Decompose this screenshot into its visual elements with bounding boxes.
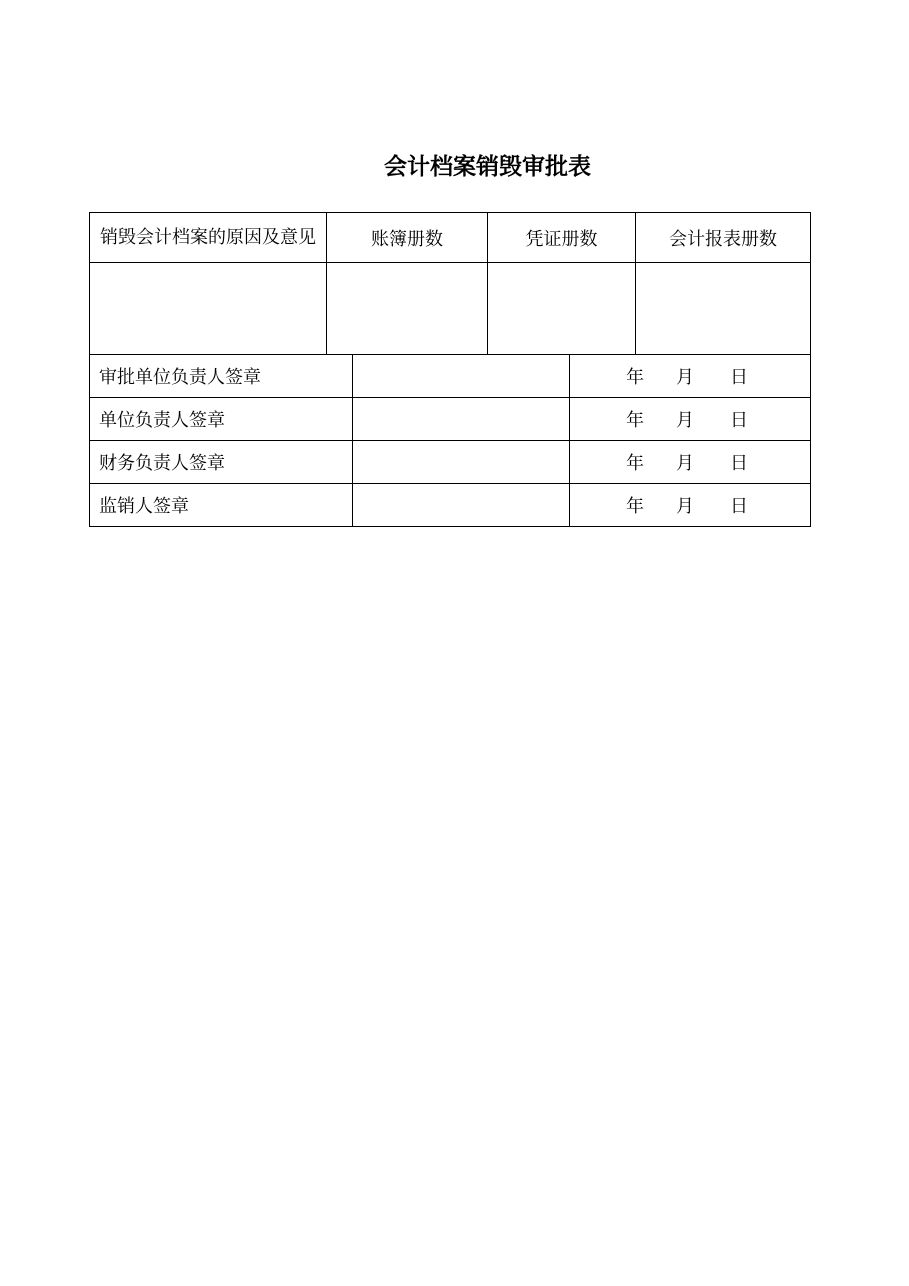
- date-day-label: 日: [730, 410, 748, 431]
- header-row: [90, 213, 811, 263]
- signature-input-cell[interactable]: [353, 355, 570, 398]
- signature-label: 审批单位负责人签章: [99, 367, 261, 388]
- header-reason-cell: [90, 213, 327, 263]
- entry-row: [90, 263, 811, 355]
- date-cell[interactable]: [570, 484, 811, 527]
- header-reports-label: 会计报表册数: [669, 228, 777, 250]
- date-cell[interactable]: [570, 441, 811, 484]
- signature-input-cell[interactable]: [353, 484, 570, 527]
- signature-label-cell: [90, 441, 353, 484]
- date-day-label: 日: [730, 496, 748, 517]
- date-year-label: 年: [626, 410, 644, 431]
- date-year-label: 年: [626, 367, 644, 388]
- date-year-label: 年: [626, 453, 644, 474]
- header-vouchers-label: 凭证册数: [525, 228, 598, 250]
- signature-input-cell[interactable]: [353, 441, 570, 484]
- date-month-label: 月: [676, 367, 694, 388]
- date-day-label: 日: [730, 367, 748, 388]
- date-cell[interactable]: [570, 355, 811, 398]
- signature-row: [90, 398, 811, 441]
- signature-label: 监销人签章: [99, 496, 189, 517]
- date-month-label: 月: [676, 453, 694, 474]
- signature-input-cell[interactable]: [353, 398, 570, 441]
- ledgers-input-cell[interactable]: [327, 263, 488, 355]
- signature-label-cell: [90, 398, 353, 441]
- date-year-label: 年: [626, 496, 644, 517]
- signature-label-cell: [90, 484, 353, 527]
- signature-label: 财务负责人签章: [99, 453, 225, 474]
- signature-label-cell: [90, 355, 353, 398]
- reason-input-cell[interactable]: [90, 263, 327, 355]
- signature-row: [90, 355, 811, 398]
- vouchers-input-cell[interactable]: [488, 263, 636, 355]
- date-cell[interactable]: [570, 398, 811, 441]
- page-title: 会计档案销毁审批表: [384, 154, 591, 180]
- date-day-label: 日: [730, 453, 748, 474]
- date-month-label: 月: [676, 496, 694, 517]
- header-ledgers-cell: [327, 213, 488, 263]
- signature-row: [90, 441, 811, 484]
- reports-input-cell[interactable]: [636, 263, 811, 355]
- approval-form-table: [89, 212, 811, 527]
- date-month-label: 月: [676, 410, 694, 431]
- signature-label: 单位负责人签章: [99, 410, 225, 431]
- signature-row: [90, 484, 811, 527]
- header-reports-cell: [636, 213, 811, 263]
- header-vouchers-cell: [488, 213, 636, 263]
- header-ledgers-label: 账簿册数: [371, 228, 443, 250]
- header-reason-label: 销毁会计档案的原因及意见: [100, 226, 316, 248]
